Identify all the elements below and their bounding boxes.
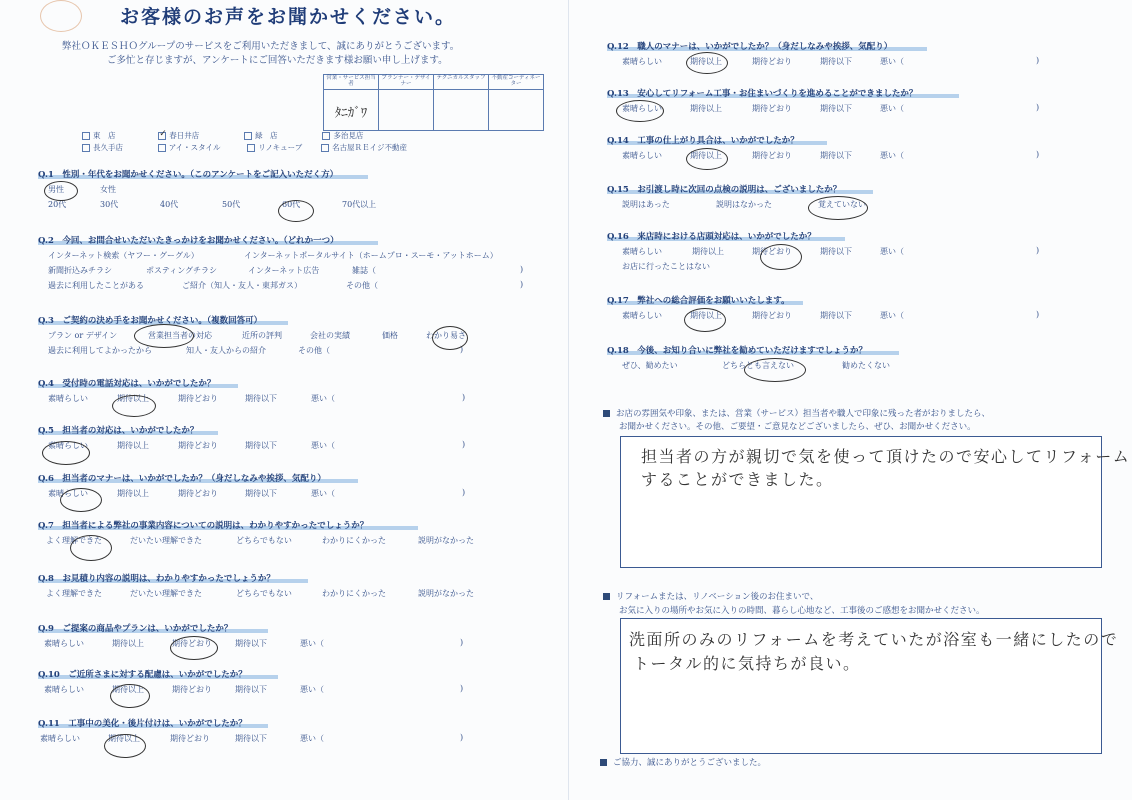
- q16-label: Q.16 来店時における店頭対応は、いかがでしたか？: [607, 232, 816, 242]
- answer-circle-mark: [60, 488, 102, 512]
- staff-table: [323, 74, 544, 131]
- q2-option[interactable]: その他（: [346, 281, 378, 290]
- q17-option[interactable]: 期待どおり: [752, 311, 792, 320]
- staff-col-realestate: 不動産コーディネーター: [489, 75, 544, 90]
- answer-circle-mark: [760, 244, 802, 270]
- q11-option: ): [460, 733, 464, 742]
- intro-line-1: 弊社ＯＫＥＳＨＯグループのサービスをご利用いただきまして、誠にありがとうございます。: [62, 41, 460, 52]
- q13-option[interactable]: 期待以上: [690, 104, 722, 113]
- q14-label: Q.14 工事の仕上がり具合は、いかがでしたか？: [607, 136, 799, 146]
- store-tajimi: 多治見店: [333, 131, 364, 140]
- answer-circle-mark: [70, 535, 112, 561]
- q18-option[interactable]: ぜひ、勧めたい: [622, 361, 678, 370]
- q3-label: Q.3 ご契約の決め手をお聞かせください。（複数回答可）: [38, 316, 263, 326]
- answer-circle-mark: [684, 308, 726, 332]
- bullet-square-icon: [600, 759, 607, 766]
- q12-option[interactable]: 素晴らしい: [622, 57, 662, 66]
- checkbox-icon[interactable]: [82, 144, 90, 152]
- staff-cell-empty: [379, 90, 434, 131]
- q4-option[interactable]: 期待以上: [117, 394, 149, 403]
- q1-option[interactable]: 男性: [48, 185, 64, 194]
- q16-option[interactable]: 素晴らしい: [622, 247, 662, 256]
- q18-option[interactable]: どちらとも言えない: [722, 361, 794, 370]
- q1-option[interactable]: 50代: [222, 200, 241, 209]
- q1-option[interactable]: 60代: [282, 200, 301, 209]
- answer-circle-mark: [112, 395, 156, 417]
- q14-option[interactable]: 期待以下: [820, 151, 852, 160]
- q16-option[interactable]: 期待以下: [820, 247, 852, 256]
- q5-option[interactable]: 期待以下: [245, 441, 277, 450]
- q8-option[interactable]: どちらでもない: [236, 589, 292, 598]
- q1-option[interactable]: 30代: [100, 200, 119, 209]
- q6-option[interactable]: 素晴らしい: [48, 489, 88, 498]
- q17-option[interactable]: 悪い（: [880, 311, 904, 320]
- q3-option[interactable]: 価格: [382, 331, 398, 340]
- q13-option[interactable]: 素晴らしい: [622, 104, 662, 113]
- q13-option[interactable]: 期待以下: [820, 104, 852, 113]
- q10-option[interactable]: 素晴らしい: [44, 685, 84, 694]
- staff-col-sales: 営業・サービス担当者: [324, 75, 379, 90]
- comment-answer-2-line-2: トータル的に気持ちが良い。: [633, 654, 861, 673]
- answer-circle-mark: [744, 358, 806, 382]
- q8-option[interactable]: わかりにくかった: [322, 589, 386, 598]
- q16-option[interactable]: 期待以上: [692, 247, 724, 256]
- q6-option[interactable]: 期待どおり: [178, 489, 218, 498]
- q8-option[interactable]: よく理解できた: [46, 589, 102, 598]
- q13-option: ): [1036, 103, 1040, 112]
- q3-option[interactable]: 会社の実績: [310, 331, 350, 340]
- q10-option[interactable]: 期待どおり: [172, 685, 212, 694]
- q3-option[interactable]: 知人・友人からの紹介: [186, 346, 266, 355]
- bullet-square-icon: [603, 593, 610, 600]
- q3-option[interactable]: 過去に利用してよかったから: [48, 346, 152, 355]
- q2-option: ): [520, 265, 524, 274]
- q12-option[interactable]: 悪い（: [880, 57, 904, 66]
- intro-line-2: ご多忙と存じますが、アンケートにご回答いただきます様お願い申し上げます。: [107, 55, 448, 66]
- store-row-2: [82, 142, 407, 153]
- answer-circle-mark: [278, 200, 314, 222]
- q2-option: ): [520, 280, 524, 289]
- q2-option[interactable]: インターネットポータルサイト（ホームプロ・スーモ・アットホーム）: [244, 251, 498, 260]
- logo-mark-icon: [40, 0, 82, 32]
- q7-option[interactable]: 説明がなかった: [418, 536, 474, 545]
- q8-option[interactable]: 説明がなかった: [418, 589, 474, 598]
- store-midori: 緑 店: [255, 131, 278, 140]
- checkbox-icon[interactable]: [321, 144, 329, 152]
- q3-option[interactable]: その他（: [298, 346, 330, 355]
- q16-option[interactable]: お店に行ったことはない: [622, 262, 710, 271]
- q12-label: Q.12 職人のマナーは、いかがでしたか？（身だしなみや挨拶、気配り）: [607, 42, 893, 52]
- q7-option[interactable]: どちらでもない: [236, 536, 292, 545]
- q18-label: Q.18 今後、お知り合いに弊社を勧めていただけますでしょうか？: [607, 346, 868, 356]
- q5-option[interactable]: 悪い（: [311, 441, 335, 450]
- q4-label: Q.4 受付時の電話対応は、いかがでしたか？: [38, 379, 216, 389]
- q6-option[interactable]: 期待以下: [245, 489, 277, 498]
- q17-label: Q.17 弊社への総合評価をお願いいたします。: [607, 296, 790, 306]
- q6-label: Q.6 担当者のマナーは、いかがでしたか？（身だしなみや挨拶、気配り）: [38, 474, 326, 484]
- store-higashi: 東 店: [93, 131, 116, 140]
- answer-circle-mark: [134, 324, 194, 348]
- q2-option[interactable]: インターネット広告: [248, 266, 320, 275]
- q9-option[interactable]: 期待以上: [112, 639, 144, 648]
- q2-option[interactable]: ポスティングチラシ: [146, 266, 218, 275]
- comment-prompt-1b: お聞かせください。その他、ご要望・ご意見などございましたら、ぜひ、お聞かせください。: [619, 422, 976, 432]
- q8-label: Q.8 お見積り内容の説明は、わかりやすかったでしょうか？: [38, 574, 275, 584]
- q2-option[interactable]: 過去に利用したことがある: [48, 281, 144, 290]
- q1-option[interactable]: 女性: [100, 185, 116, 194]
- comment-answer-1-line-1: 担当者の方が親切で気を使って頂けたので安心してリフォーム: [641, 447, 1131, 466]
- checkbox-icon[interactable]: [82, 132, 90, 140]
- q9-option[interactable]: 期待どおり: [172, 639, 212, 648]
- q4-option[interactable]: 悪い（: [311, 394, 335, 403]
- q1-option[interactable]: 20代: [48, 200, 67, 209]
- q13-option[interactable]: 悪い（: [880, 104, 904, 113]
- q11-label: Q.11 工事中の美化・後片付けは、いかがでしたか？: [38, 719, 247, 729]
- checkbox-icon[interactable]: [322, 132, 330, 140]
- checkbox-icon[interactable]: [244, 132, 252, 140]
- q14-option[interactable]: 期待以上: [690, 151, 722, 160]
- answer-circle-mark: [170, 636, 218, 660]
- q11-option[interactable]: 悪い（: [300, 734, 324, 743]
- q2-option[interactable]: 雑誌（: [352, 266, 376, 275]
- answer-circle-mark: [44, 181, 78, 201]
- staff-cell-empty: [434, 90, 489, 131]
- checkbox-icon[interactable]: [158, 144, 166, 152]
- store-nagakute: 長久手店: [93, 143, 123, 152]
- q12-option: ): [1036, 56, 1040, 65]
- store-istyle: アイ・スタイル: [168, 143, 221, 152]
- checkbox-icon[interactable]: ✓: [159, 129, 167, 139]
- q11-option[interactable]: 素晴らしい: [40, 734, 80, 743]
- q11-option[interactable]: 期待以下: [235, 734, 267, 743]
- q9-option: ): [460, 638, 464, 647]
- q17-option[interactable]: 期待以下: [820, 311, 852, 320]
- answer-circle-mark: [808, 196, 868, 220]
- q2-option[interactable]: 新聞折込みチラシ: [48, 266, 112, 275]
- answer-circle-mark: [616, 100, 664, 122]
- bullet-square-icon: [603, 410, 610, 417]
- q6-option[interactable]: 悪い（: [311, 489, 335, 498]
- store-renocube: リノキューブ: [258, 143, 303, 152]
- q7-option[interactable]: よく理解できた: [46, 536, 102, 545]
- q6-option: ): [462, 488, 466, 497]
- page-fold-line: [568, 0, 569, 800]
- staff-col-planner: プランナー・デザイナー: [379, 75, 434, 90]
- q10-option: ): [460, 684, 464, 693]
- q10-option[interactable]: 期待以下: [235, 685, 267, 694]
- q5-option[interactable]: 期待どおり: [178, 441, 218, 450]
- q9-option[interactable]: 素晴らしい: [44, 639, 84, 648]
- q16-option[interactable]: 悪い（: [880, 247, 904, 256]
- q10-option[interactable]: 悪い（: [300, 685, 324, 694]
- q12-option[interactable]: 期待以上: [690, 57, 722, 66]
- comment-prompt-1: お店の雰囲気や印象、または、営業（サービス）担当者や職人で印象に残った者がおりましたら、: [603, 407, 990, 419]
- q9-option[interactable]: 期待以下: [235, 639, 267, 648]
- q5-option[interactable]: 素晴らしい: [48, 441, 88, 450]
- q3-option[interactable]: 近所の評判: [242, 331, 282, 340]
- staff-signature: [324, 90, 379, 131]
- q3-option[interactable]: 営業担当者の対応: [148, 331, 212, 340]
- q3-option[interactable]: わかり易さ: [426, 331, 466, 340]
- q9-label: Q.9 ご提案の商品やプランは、いかがでしたか？: [38, 624, 233, 634]
- store-row-1: [82, 130, 363, 141]
- q9-option[interactable]: 悪い（: [300, 639, 324, 648]
- q17-option[interactable]: 期待以上: [690, 311, 722, 320]
- q14-option[interactable]: 悪い（: [880, 151, 904, 160]
- q2-label: Q.2 今回、お問合せいただいたきっかけをお聞かせください。（どれか一つ）: [38, 236, 339, 246]
- comment-prompt-2: リフォームまたは、リノベーション後のお住まいで、: [603, 590, 818, 602]
- q14-option[interactable]: 期待どおり: [752, 151, 792, 160]
- staff-cell-empty: [489, 90, 544, 131]
- q3-option[interactable]: プラン or デザイン: [48, 331, 118, 340]
- q14-option[interactable]: 素晴らしい: [622, 151, 662, 160]
- q4-option[interactable]: 期待以下: [245, 394, 277, 403]
- store-kasugai: 春日井店: [169, 131, 200, 140]
- q16-option: ): [1036, 246, 1040, 255]
- q2-option[interactable]: インターネット検索（ヤフー・グーグル）: [48, 251, 199, 260]
- answer-circle-mark: [432, 326, 468, 350]
- q1-label: Q.1 性別・年代をお聞かせください。（このアンケートをご記入いただく方）: [38, 170, 339, 180]
- q11-option[interactable]: 期待どおり: [170, 734, 210, 743]
- q12-option[interactable]: 期待以下: [820, 57, 852, 66]
- answer-circle-mark: [686, 52, 728, 74]
- q12-option[interactable]: 期待どおり: [752, 57, 792, 66]
- page-title: お客様のお声をお聞かせください。: [120, 6, 457, 28]
- closing-message: ご協力、誠にありがとうございました。: [600, 756, 766, 768]
- q1-option[interactable]: 70代以上: [342, 200, 377, 209]
- q16-option[interactable]: 期待どおり: [752, 247, 792, 256]
- q1-option[interactable]: 40代: [160, 200, 179, 209]
- q3-option: ): [460, 345, 464, 354]
- q10-option[interactable]: 期待以上: [112, 685, 144, 694]
- answer-circle-mark: [42, 441, 90, 465]
- q18-option[interactable]: 勧めたくない: [842, 361, 890, 370]
- q2-option[interactable]: ご紹介（知人・友人・東邦ガス）: [182, 281, 302, 290]
- q6-option[interactable]: 期待以上: [117, 489, 149, 498]
- q4-option[interactable]: 期待どおり: [178, 394, 218, 403]
- q14-option: ): [1036, 150, 1040, 159]
- signature-text: ﾀﾆｶﾞﾜ: [334, 106, 368, 121]
- answer-circle-mark: [686, 148, 728, 170]
- comment-box-1[interactable]: [620, 436, 1131, 568]
- q11-option[interactable]: 期待以上: [108, 734, 140, 743]
- q15-option[interactable]: 説明はあった: [622, 200, 670, 209]
- q5-option: ): [462, 440, 466, 449]
- q15-option[interactable]: 説明はなかった: [716, 200, 772, 209]
- comment-answer-1-line-2: することができました。: [641, 470, 834, 489]
- q8-option[interactable]: だいたい理解できた: [130, 589, 202, 598]
- q7-option[interactable]: だいたい理解できた: [130, 536, 202, 545]
- q4-option[interactable]: 素晴らしい: [48, 394, 88, 403]
- q7-label: Q.7 担当者による弊社の事業内容についての説明は、わかりやすかったでしょうか？: [38, 521, 369, 531]
- comment-prompt-2b: お気に入りの場所やお気に入りの時間、暮らし心地など、工事後のご感想をお聞かせください。: [619, 606, 985, 616]
- answer-circle-mark: [104, 734, 146, 758]
- q17-option[interactable]: 素晴らしい: [622, 311, 662, 320]
- store-realestate: 名古屋ＲＥイジ不動産: [332, 143, 408, 152]
- checkbox-icon[interactable]: [247, 144, 255, 152]
- q15-option[interactable]: 覚えていない: [818, 200, 866, 209]
- q13-label: Q.13 安心してリフォーム工事・お住まいづくりを進めることができましたか？: [607, 89, 918, 99]
- comment-answer-2-line-1: 洗面所のみのリフォームを考えていたが浴室も一緒にしたので: [629, 630, 1119, 649]
- q13-option[interactable]: 期待どおり: [752, 104, 792, 113]
- q5-option[interactable]: 期待以上: [117, 441, 149, 450]
- answer-circle-mark: [110, 684, 150, 708]
- q10-label: Q.10 ご近所さまに対する配慮は、いかがでしたか？: [38, 670, 247, 680]
- q17-option: ): [1036, 310, 1040, 319]
- q7-option[interactable]: わかりにくかった: [322, 536, 386, 545]
- q5-label: Q.5 担当者の対応は、いかがでしたか？: [38, 426, 199, 436]
- q15-label: Q.15 お引渡し時に次回の点検の説明は、ございましたか？: [607, 185, 842, 195]
- q4-option: ): [462, 393, 466, 402]
- comment-box-2[interactable]: [620, 618, 1119, 754]
- staff-col-tech: テクニカルスタッフ: [434, 75, 489, 90]
